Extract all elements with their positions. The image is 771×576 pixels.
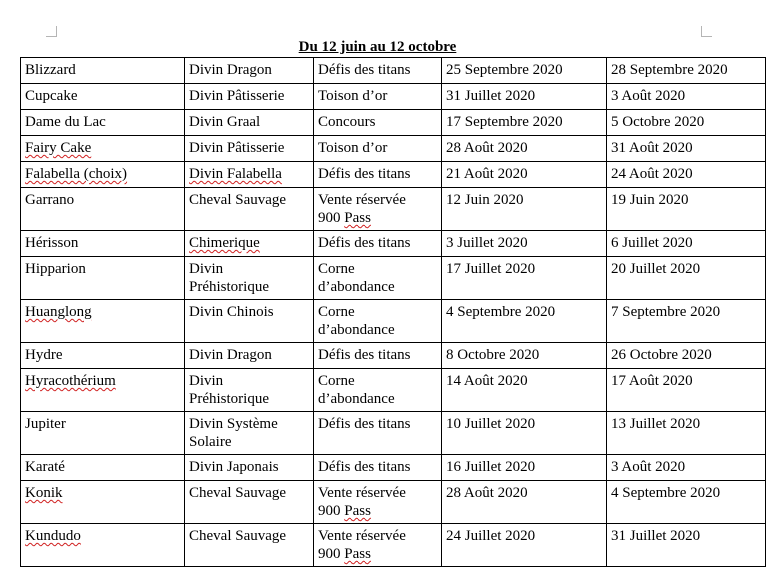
table-row	[21, 136, 766, 162]
table-body	[21, 58, 766, 567]
cell-type: Divin Falabella	[185, 162, 314, 188]
cell-name: Karaté	[21, 455, 185, 481]
cell-source: Toison d’or	[314, 84, 442, 110]
table-row	[21, 257, 766, 300]
cell-name: Hipparion	[21, 257, 185, 300]
table-row	[21, 300, 766, 343]
cell-source: Défis des titans	[314, 343, 442, 369]
table-row	[21, 481, 766, 524]
cell-source: Défis des titans	[314, 58, 442, 84]
cell-end: 6 Juillet 2020	[607, 231, 766, 257]
cell-type: Chimerique	[185, 231, 314, 257]
cell-start: 21 Août 2020	[442, 162, 607, 188]
cell-end: 13 Juillet 2020	[607, 412, 766, 455]
table-row	[21, 58, 766, 84]
cell-end: 4 Septembre 2020	[607, 481, 766, 524]
cell-start: 28 Août 2020	[442, 136, 607, 162]
cell-source: Défis des titans	[314, 412, 442, 455]
cell-start: 4 Septembre 2020	[442, 300, 607, 343]
cell-source: Défis des titans	[314, 455, 442, 481]
table-row	[21, 188, 766, 231]
cell-type: Cheval Sauvage	[185, 481, 314, 524]
cell-start: 14 Août 2020	[442, 369, 607, 412]
margin-marker-left	[46, 26, 57, 37]
cell-start: 17 Juillet 2020	[442, 257, 607, 300]
cell-start: 28 Août 2020	[442, 481, 607, 524]
cell-end: 24 Août 2020	[607, 162, 766, 188]
cell-type: Divin Japonais	[185, 455, 314, 481]
cell-type: Divin Dragon	[185, 343, 314, 369]
cell-type: Divin Préhistorique	[185, 369, 314, 412]
cell-end: 26 Octobre 2020	[607, 343, 766, 369]
cell-type: Divin Graal	[185, 110, 314, 136]
cell-end: 3 Août 2020	[607, 84, 766, 110]
cell-name: Kundudo	[21, 524, 185, 567]
cell-name: Falabella (choix)	[21, 162, 185, 188]
cell-name: Cupcake	[21, 84, 185, 110]
document-title: Du 12 juin au 12 octobre	[298, 39, 457, 55]
cell-type: Divin Système Solaire	[185, 412, 314, 455]
cell-source: Vente réservée 900 Pass	[314, 188, 442, 231]
cell-source: Corne d’abondance	[314, 369, 442, 412]
cell-name: Hérisson	[21, 231, 185, 257]
cell-type: Cheval Sauvage	[185, 524, 314, 567]
table-row	[21, 412, 766, 455]
cell-type: Cheval Sauvage	[185, 188, 314, 231]
cell-start: 25 Septembre 2020	[442, 58, 607, 84]
cell-name: Hyracothérium	[21, 369, 185, 412]
table-row	[21, 343, 766, 369]
cell-name: Fairy Cake	[21, 136, 185, 162]
cell-start: 3 Juillet 2020	[442, 231, 607, 257]
cell-name: Jupiter	[21, 412, 185, 455]
cell-start: 8 Octobre 2020	[442, 343, 607, 369]
cell-name: Huanglong	[21, 300, 185, 343]
table-row	[21, 84, 766, 110]
cell-start: 17 Septembre 2020	[442, 110, 607, 136]
table-row	[21, 455, 766, 481]
cell-type: Divin Dragon	[185, 58, 314, 84]
cell-type: Divin Pâtisserie	[185, 84, 314, 110]
cell-start: 24 Juillet 2020	[442, 524, 607, 567]
cell-source: Défis des titans	[314, 162, 442, 188]
cell-end: 31 Juillet 2020	[607, 524, 766, 567]
cell-end: 7 Septembre 2020	[607, 300, 766, 343]
table-row	[21, 369, 766, 412]
cell-name: Hydre	[21, 343, 185, 369]
cell-source: Vente réservée 900 Pass	[314, 524, 442, 567]
cell-start: 16 Juillet 2020	[442, 455, 607, 481]
table-row	[21, 110, 766, 136]
cell-type: Divin Chinois	[185, 300, 314, 343]
cell-end: 17 Août 2020	[607, 369, 766, 412]
cell-name: Garrano	[21, 188, 185, 231]
cell-end: 19 Juin 2020	[607, 188, 766, 231]
cell-source: Toison d’or	[314, 136, 442, 162]
horse-schedule-table	[20, 57, 766, 567]
cell-type: Divin Préhistorique	[185, 257, 314, 300]
cell-start: 31 Juillet 2020	[442, 84, 607, 110]
cell-end: 3 Août 2020	[607, 455, 766, 481]
cell-start: 10 Juillet 2020	[442, 412, 607, 455]
cell-end: 31 Août 2020	[607, 136, 766, 162]
cell-start: 12 Juin 2020	[442, 188, 607, 231]
cell-name: Konik	[21, 481, 185, 524]
cell-type: Divin Pâtisserie	[185, 136, 314, 162]
cell-end: 28 Septembre 2020	[607, 58, 766, 84]
cell-name: Dame du Lac	[21, 110, 185, 136]
table-row	[21, 231, 766, 257]
cell-source: Concours	[314, 110, 442, 136]
table-row	[21, 524, 766, 567]
cell-source: Défis des titans	[314, 231, 442, 257]
cell-source: Corne d’abondance	[314, 257, 442, 300]
margin-marker-right	[701, 26, 712, 37]
cell-name: Blizzard	[21, 58, 185, 84]
cell-end: 20 Juillet 2020	[607, 257, 766, 300]
cell-source: Corne d’abondance	[314, 300, 442, 343]
cell-end: 5 Octobre 2020	[607, 110, 766, 136]
cell-source: Vente réservée 900 Pass	[314, 481, 442, 524]
table-row	[21, 162, 766, 188]
